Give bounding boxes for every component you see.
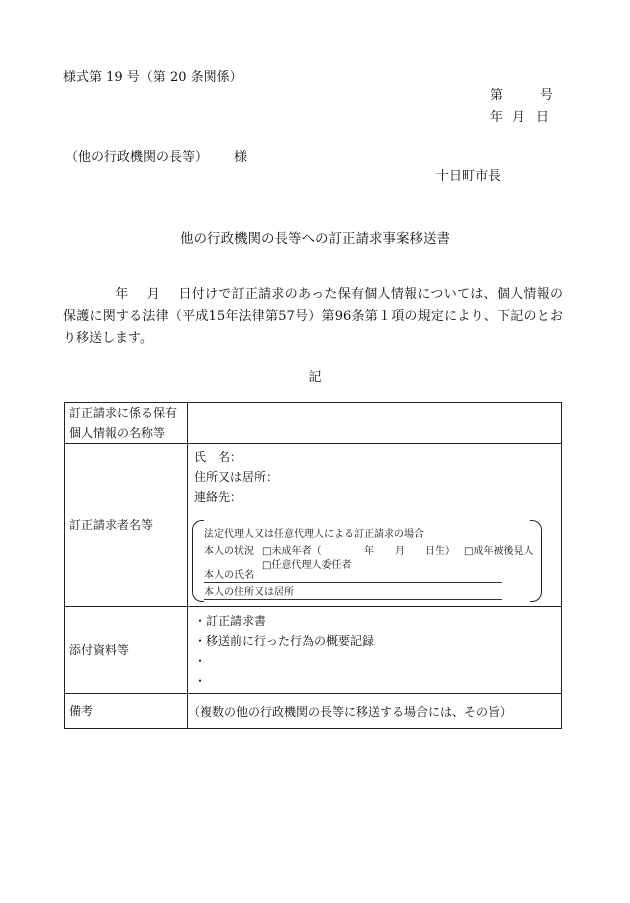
document-title: 他の行政機関の長等への訂正請求事案移送書 <box>180 231 450 247</box>
honorific: 様 <box>234 150 248 165</box>
guardian-checkbox-label: □成年被後見人 <box>464 546 534 557</box>
attachments-cell <box>188 607 562 694</box>
body-paragraph <box>63 284 563 350</box>
attachment-item: ・移送前に行った行為の概要記録 <box>194 634 375 648</box>
document-number-line <box>490 84 553 103</box>
status-label: 本人の状況 <box>204 546 254 557</box>
birth-year: 年 <box>364 546 374 557</box>
remarks-value: （複数の他の行政機関の長等に移送する場合には、その旨） <box>188 694 562 729</box>
requester-address: 住所又は居所： <box>194 470 279 484</box>
person-name-line: 本人の氏名 <box>204 569 502 583</box>
birth-day: 日生） <box>425 546 455 557</box>
info-name-value <box>188 403 562 444</box>
attachment-item: ・訂正請求書 <box>194 614 267 628</box>
info-name-label: 訂正請求に係る保有個人情報の名称等 <box>65 403 188 444</box>
table-row <box>65 607 562 694</box>
requester-cell <box>188 444 562 607</box>
addressee-name: （他の行政機関の長等） <box>65 150 209 165</box>
date-month: 月 <box>512 110 526 125</box>
table-row <box>65 694 562 729</box>
attachment-item: ・ <box>194 654 207 668</box>
form-number: 様式第 19 号（第 20 条関係） <box>63 70 243 85</box>
body-year: 年 <box>115 287 129 302</box>
birth-month: 月 <box>395 546 405 557</box>
agent-section <box>192 520 542 602</box>
table-row <box>65 444 562 607</box>
table-row <box>65 403 562 444</box>
attachment-item: ・ <box>194 674 207 688</box>
number-suffix: 号 <box>540 88 554 103</box>
date-year: 年 <box>490 110 504 125</box>
requester-name: 氏 名： <box>194 450 243 464</box>
date-line <box>490 106 549 125</box>
left-bracket <box>192 520 204 602</box>
date-day: 日 <box>536 110 550 125</box>
right-bracket <box>530 520 542 602</box>
agent-heading: 法定代理人又は任意代理人による訂正請求の場合 <box>204 529 424 540</box>
number-prefix: 第 <box>490 88 504 103</box>
minor-checkbox-label: □未成年者（ <box>262 546 322 557</box>
body-text: 日付けで訂正請求のあった保有個人情報については、個人情報の保護に関する法律（平成15年法律第57号）第96条第１項の規定により、下記のとおり移送します。 <box>63 287 563 346</box>
body-month: 月 <box>146 287 161 302</box>
proxy-checkbox-label: □任意代理人委任者 <box>262 560 352 571</box>
remarks-label: 備考 <box>65 694 188 729</box>
ki-heading: 記 <box>308 370 322 385</box>
person-address-line: 本人の住所又は居所 <box>204 586 502 600</box>
requester-label: 訂正請求者名等 <box>65 444 188 607</box>
requester-contact: 連絡先： <box>194 490 243 504</box>
transfer-details-table <box>64 402 562 729</box>
attachments-label: 添付資料等 <box>65 607 188 694</box>
addressee <box>65 146 247 165</box>
sender: 十日町市長 <box>436 169 502 184</box>
